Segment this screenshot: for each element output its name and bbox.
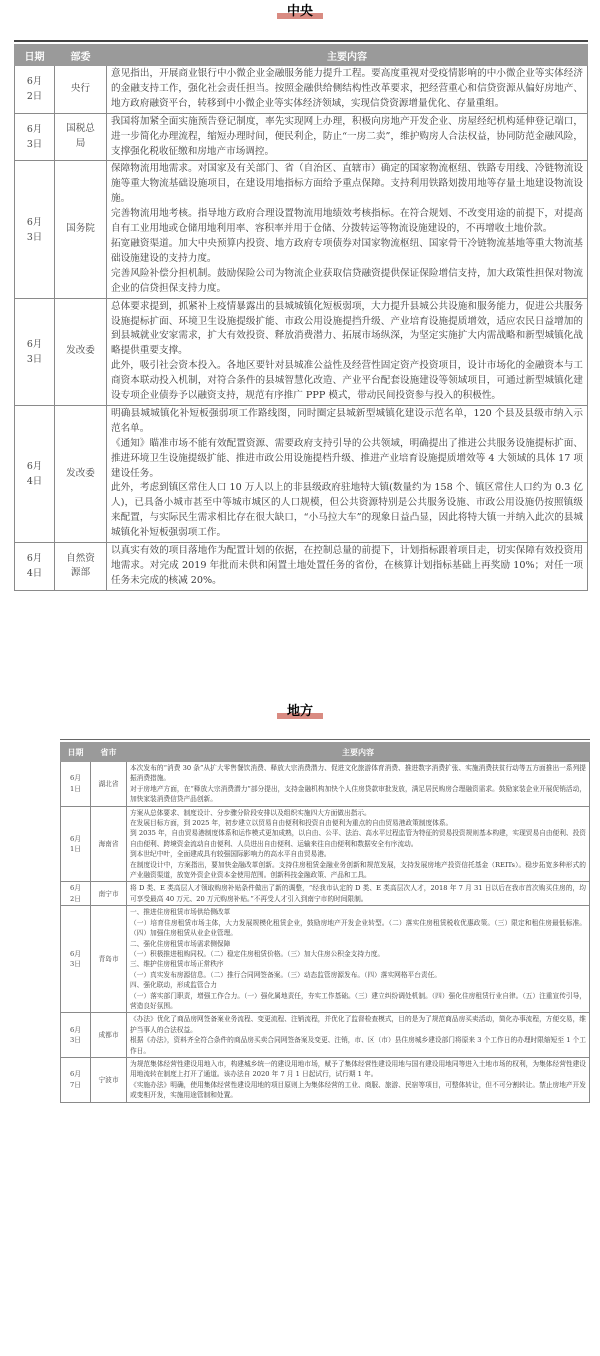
local-title-badge — [0, 700, 600, 722]
content-paragraph: 二、强化住房租赁市场需求侧保障 — [130, 939, 231, 948]
content-paragraph: 此外，考虑到镇区常住人口 10 万人以上的非县级政府驻地特大镇(数量约为 158 个、镇区常住人口约为 0.3 亿人)，已具备小城市甚至中等城市城区的人口规模，但公共资源特别是公共服务设施、市政公用设施仍按照镇级来配置，与实际民生需求相比存在很大缺口，“小马拉大车”的现象日益凸显，因此将特大镇一并纳入此次的县城城镇化补短板强弱项工作。 — [111, 482, 583, 539]
content-paragraph: （一）培育住房租赁市场主体，大力发展规模化租赁企业，鼓励房地产开发企业转型。（二）落实住房租赁税收优惠政策。（三）限定和租住房最低标准。（四）加强住房租赁从业企业管理。 — [130, 918, 586, 938]
date-text: 6月 — [26, 124, 43, 136]
table-row — [15, 405, 588, 542]
department-text: 青岛市 — [98, 955, 119, 964]
local-top-rule — [60, 739, 590, 740]
date-text: 3日 — [70, 1036, 81, 1045]
content-paragraph: 拓宽融资渠道。加大中央预算内投资、地方政府专项债券对国家物流枢纽、国家骨干冷链物流基地等重大物流基础设施建设的支持力度。 — [111, 237, 583, 264]
content-paragraph: 以真实有效的项目落地作为配置计划的依据，在控制总量的前提下，计划指标跟着项目走，切实保障有效投资用地需求。对完成 2019 年批而未供和闲置土地处置任务的省份，在核算计划指标基础上再奖励 10%；对任一项任务未完成的核减 20%。 — [111, 545, 583, 586]
central-top-rule — [14, 40, 588, 42]
date-text: 1日 — [70, 845, 81, 854]
department-cell — [91, 906, 127, 1013]
table-row — [15, 161, 588, 298]
department-cell — [91, 1057, 127, 1102]
date-cell — [61, 1013, 91, 1058]
content-paragraph: 完善风险补偿分担机制。鼓励保险公司为物流企业获取信贷融资提供保证保险增信支持，加大政策性担保对物流企业的信贷担保支持力度。 — [111, 267, 583, 294]
content-paragraph: 此外，吸引社会资本投入。各地区要针对县城准公益性及经营性固定资产投资项目，设计市场化的金融资本与工商资本联动投入机制，对符合条件的县城智慧化改造、产业平台配套设施建设等领域项目，可通过新型城镇化建设专项企业债券予以融资支持，规范有序推广 PPP 模式，带动民间投资参与投入的积极性。 — [111, 360, 583, 402]
date-text: 4日 — [26, 476, 43, 488]
date-text: 3日 — [26, 353, 43, 365]
central-section — [0, 0, 600, 22]
content-paragraph: 总体要求提到，抓紧补上疫情暴露出的县城城镇化短板弱项，大力提升县城公共设施和服务能力，促进公共服务设施提标扩面、环境卫生设施提级扩能、市政公用设施提挡升级、产业培育设施提质增效，适应农民日益增加的到县城就业安家需求，扩大有效投资、释放消费潜力、拓展市场纵深，为坚定实施扩大内需战略和新型城镇化战略提供重要支撑。 — [111, 300, 583, 357]
content-cell — [107, 405, 588, 542]
department-text: 源部 — [70, 567, 91, 579]
department-cell — [91, 806, 127, 882]
date-text: 2日 — [26, 91, 43, 103]
department-cell — [91, 1013, 127, 1058]
content-cell — [127, 1057, 590, 1102]
date-text: 2日 — [70, 894, 81, 903]
date-cell — [15, 405, 55, 542]
content-paragraph: 根据《办法》，资料齐全符合条件的商品房买卖合同网签备案及变更、注销，市、区（市）县住房城乡建设部门将原来 3 个工作日的办理时限缩短至 1 个工作日。 — [130, 1036, 586, 1055]
column-header: 日期 — [15, 45, 55, 66]
content-paragraph: 在发展目标方面，到 2025 年，初步建立以贸易自由便利和投资自由便利为重点的自由贸易港政策制度体系。 — [130, 819, 453, 828]
content-paragraph: （一）落实部门职责，增强工作合力。（一）强化属地责任，夯实工作基础。（三）建立纠纷调处机制。（四）强化住房租赁行业自律。（五）注重宣传引导，营造良好氛围。 — [130, 991, 586, 1010]
date-text: 6月 — [70, 884, 81, 893]
department-text: 央行 — [70, 82, 91, 94]
date-text: 6月 — [26, 216, 43, 228]
department-cell — [55, 298, 107, 405]
table-row — [15, 113, 588, 161]
table-row — [15, 66, 588, 114]
department-cell — [55, 66, 107, 114]
department-text: 国税总 — [66, 123, 95, 135]
column-header: 主要内容 — [107, 45, 588, 66]
table-header-row — [15, 45, 588, 66]
department-cell — [91, 882, 127, 906]
date-text: 3日 — [26, 139, 43, 151]
department-cell — [55, 543, 107, 591]
table-row — [15, 543, 588, 591]
column-header: 主要内容 — [127, 743, 590, 762]
date-cell — [15, 113, 55, 161]
date-text: 3日 — [26, 231, 43, 243]
table-row — [61, 762, 590, 807]
date-text: 6月 — [26, 553, 43, 565]
content-paragraph: 方案从总体要求、制度设计、分步骤分阶段安排以及组织实施四大方面做出指示。 — [130, 808, 371, 817]
content-paragraph: 我国将加紧全面实施预告登记制度，率先实现网上办理，积极向房地产开发企业、房屋经纪机构延伸登记端口，进一步简化办理流程，缩短办理时间，便民利企，防止“一房二卖”，维护购房人合法权益，协同防范金融风险，支撑强化税收征缴和房地产市场调控。 — [111, 115, 583, 157]
date-text: 6月 — [70, 1025, 81, 1034]
department-text: 发改委 — [66, 467, 95, 479]
content-paragraph: 意见指出，开展商业银行中小微企业金融服务能力提升工程。要高度重视对受疫情影响的中小微企业等实体经济的金融支持工作，强化社会责任担当。按照金融供给侧结构性改革要求，把经营重心和信贷资源从偏好房地产、地方政府融资平台，转移到中小微企业等实体经济领域，实现信贷资源增量优化、存量重组。 — [111, 68, 583, 109]
department-text: 南宁市 — [98, 889, 119, 898]
date-text: 6月 — [70, 774, 81, 783]
content-paragraph: 到本世纪中叶，全面建成具有较强国际影响力的高水平自由贸易港。 — [130, 850, 331, 859]
content-cell — [127, 906, 590, 1013]
department-text: 发改委 — [66, 345, 95, 357]
department-text: 宁波市 — [98, 1075, 119, 1084]
date-text: 6月 — [26, 76, 43, 88]
department-cell — [55, 405, 107, 542]
content-paragraph: 在制度设计中，方案指出，要加快金融改革创新。支持住房租赁金融业务创新和规范发展，支持发展房地产投资信托基金（REITs）。稳步拓宽多种形式的产业融资渠道，放宽外资企业资本金使用范围。创新科技金融政策、产品和工具。 — [130, 860, 586, 880]
department-cell — [55, 113, 107, 161]
table-row — [61, 1057, 590, 1102]
content-paragraph: 保障物流用地需求。对国家及有关部门、省（自治区、直辖市）确定的国家物流枢纽、铁路专用线、冷链物流设施等重大物流基础设施项目，在建设用地指标方面给予重点保障。支持利用铁路划拨用地等存量土地建设物流设施。 — [111, 163, 583, 205]
date-cell — [15, 298, 55, 405]
content-cell — [127, 806, 590, 882]
content-cell — [107, 113, 588, 161]
date-cell — [15, 161, 55, 298]
content-paragraph: 《通知》瞄准市场不能有效配置资源、需要政府支持引导的公共领域，明确提出了推进公共服务设施提标扩面、推进环境卫生设施提级扩能、推进市政公用设施提档升级、推进产业培育设施提质增效等 4 大领域的具体 17 项建设任务。 — [111, 437, 583, 479]
department-cell — [55, 161, 107, 298]
content-paragraph: 一、推进住房租赁市场供给侧改革 — [130, 908, 231, 917]
central-table — [14, 44, 588, 591]
content-paragraph: 将 D 类、E 类高层人才领取购房补贴条件做出了新的调整，“经我市认定的 D 类、E 类高层次人才，2018 年 7 月 31 日以后在我市首次购买住房的，均可享受最高 40 万元、20 万元购房补贴。”不再受人才引入到南宁市的时间限制。 — [130, 884, 586, 903]
table-row — [61, 806, 590, 882]
local-title: 地方 — [275, 703, 325, 721]
date-text: 7日 — [70, 1080, 81, 1089]
content-paragraph: 《办法》优化了商品房网签备案业务流程、变更流程、注销流程，并优化了监督检查模式，目的是为了规范商品房买卖活动，简化办事流程，方便交易，维护当事人的合法权益。 — [130, 1015, 586, 1034]
date-text: 1日 — [70, 784, 81, 793]
date-cell — [61, 882, 91, 906]
central-title: 中央 — [275, 3, 325, 21]
content-paragraph: 完善物流用地考核。指导地方政府合理设置物流用地绩效考核指标。在符合规划、不改变用途的前提下，对提高自有工业用地或仓储用地利用率、容积率并用于仓储、分拨转运等物流设施建设的，不再增收土地价款。 — [111, 208, 583, 235]
department-text: 自然资 — [66, 552, 95, 564]
content-cell — [107, 66, 588, 114]
department-text: 海南省 — [98, 839, 119, 848]
date-text: 6月 — [70, 834, 81, 843]
content-paragraph: 为规范集体经营性建设用地入市，构建城乡统一的建设用地市场，赋予了集体经营性建设用地与国有建设用地同等进入土地市场的权利，为集体经营性建设用地流转在制度上打开了通道。该办法自 2020 年 7 月 1 日起试行，试行期 1 年。 — [130, 1059, 586, 1079]
date-text: 6月 — [26, 338, 43, 350]
local-table — [60, 742, 590, 1103]
content-paragraph: （一）真实发布房源信息。（二）推行合同网签备案。（三）动态监管房源发布。（四）落实网格平台责任。 — [130, 970, 441, 979]
date-cell — [61, 762, 91, 807]
date-cell — [61, 806, 91, 882]
table-row — [61, 1013, 590, 1058]
date-cell — [61, 906, 91, 1013]
content-paragraph: 明确县城城镇化补短板强弱项工作路线图，同时圈定县城新型城镇化建设示范名单，120 个县及县级市纳入示范名单。 — [111, 407, 583, 434]
column-header: 日期 — [61, 743, 91, 762]
department-cell — [91, 762, 127, 807]
content-paragraph: 三、维护住房租赁市场正常秩序 — [130, 960, 224, 969]
content-paragraph: 对于房地产方面，在“释放大宗消费潜力”部分提出，支持金融机构加快个人住房贷款审批发放，满足居民购房合理融资需求。鼓励家装企业开展促销活动，加快家装消费信贷产品创新。 — [130, 784, 586, 804]
department-text: 局 — [75, 138, 86, 150]
date-text: 4日 — [26, 568, 43, 580]
content-paragraph: 本次发布的“消费 30 条”从扩大零售餐饮消费、释放大宗消费潜力、促进文化旅游体育消费、推进数字消费扩张、实施消费扶贫行动等五方面推出一系列提振消费措施。 — [130, 764, 586, 783]
date-cell — [15, 66, 55, 114]
table-row — [15, 298, 588, 405]
column-header: 部委 — [55, 45, 107, 66]
content-paragraph: 四、强化联动，形成监管合力 — [130, 981, 217, 990]
content-cell — [127, 882, 590, 906]
content-cell — [107, 298, 588, 405]
department-text: 湖北省 — [98, 779, 119, 788]
content-cell — [127, 1013, 590, 1058]
date-text: 6月 — [26, 461, 43, 473]
column-header: 省市 — [91, 743, 127, 762]
date-cell — [15, 543, 55, 591]
content-paragraph: 《实施办法》明确，使用集体经营性建设用地的项目原则上为集体经营的工业、商服、旅游、民宿等项目，可整体转让，但不可分割转让。禁止房地产开发或变相开发，实施用途管制和处置。 — [130, 1080, 586, 1100]
date-cell — [61, 1057, 91, 1102]
content-cell — [107, 543, 588, 591]
date-text: 6月 — [70, 949, 81, 958]
table-header-row — [61, 743, 590, 762]
department-text: 国务院 — [66, 223, 95, 235]
central-title-badge — [0, 0, 600, 22]
department-text: 成都市 — [98, 1030, 119, 1039]
content-paragraph: （一）积极推进租购同权。（二）稳定住房租赁价格。（三）加大住房公积金支持力度。 — [130, 949, 385, 958]
date-text: 3日 — [70, 960, 81, 969]
content-cell — [107, 161, 588, 298]
table-row — [61, 906, 590, 1013]
date-text: 6月 — [70, 1070, 81, 1079]
content-paragraph: 到 2035 年，自由贸易港制度体系和运作模式更加成熟，以自由、公平、法治、高水平过程监管为特征的贸易投资规则基本构建，实现贸易自由便利、投资自由便利、跨境资金流动自由便利、人员进出自由便利、运输来往自由便利和数据安全有序流动。 — [130, 829, 586, 848]
table-row — [61, 882, 590, 906]
content-cell — [127, 762, 590, 807]
local-section — [0, 700, 600, 722]
